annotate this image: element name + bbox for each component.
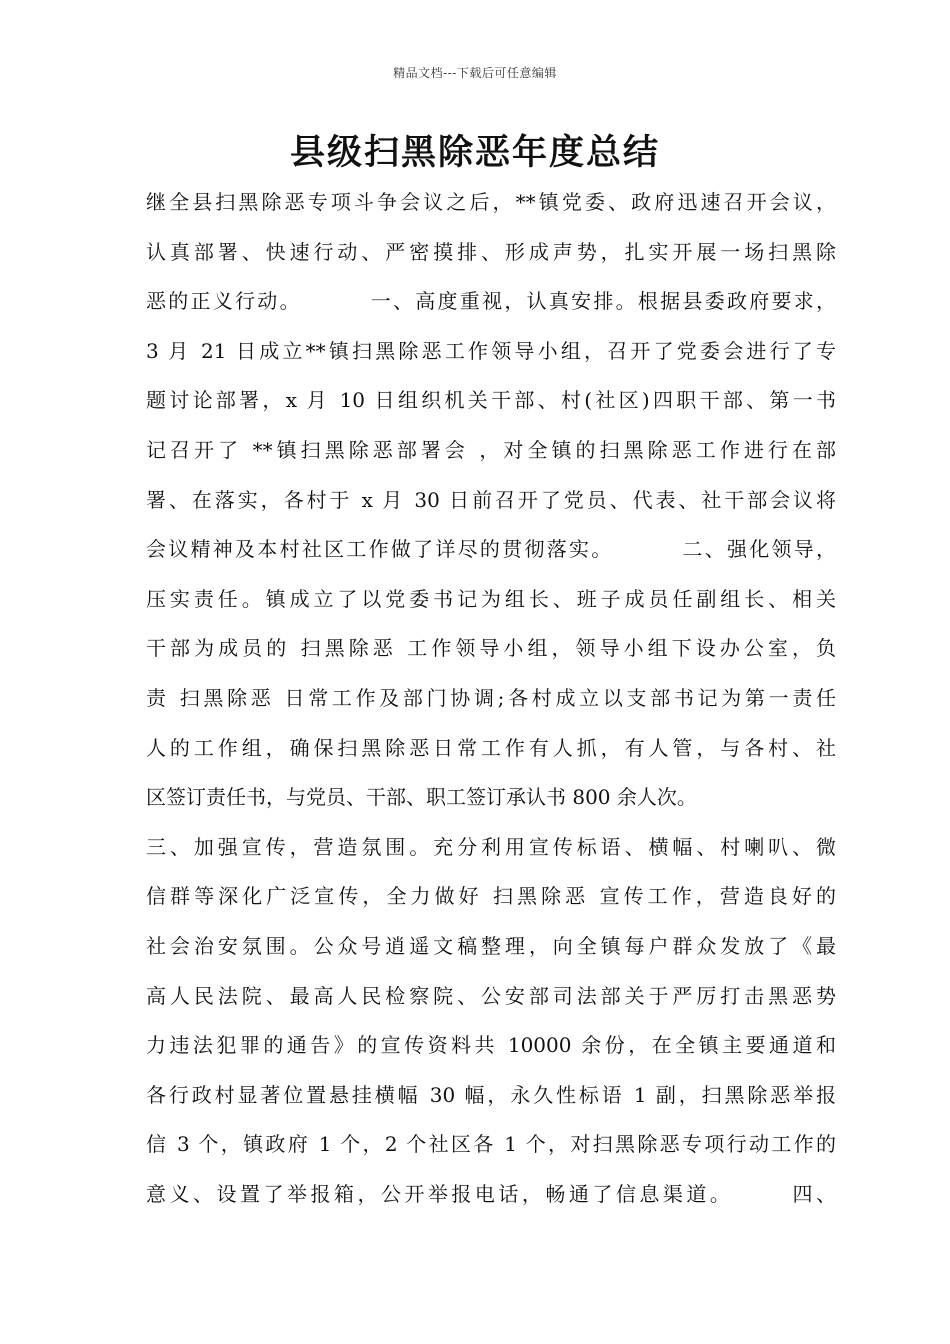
text-line: 力违法犯罪的通告》的宣传资料共 10000 余份，在全镇主要通道和 xyxy=(146,1033,836,1058)
text-line: 会议精神及本村社区工作做了详尽的贯彻落实。 二、强化领导， xyxy=(146,537,836,562)
text-line: 区签订责任书，与党员、干部、职工签订承认书 800 余人次。 xyxy=(146,785,697,810)
text-line: 人的工作组，确保扫黑除恶日常工作有人抓，有人管，与各村、社 xyxy=(146,735,836,760)
text-line: 题讨论部署，x 月 10 日组织机关干部、村(社区)四职干部、第一书 xyxy=(146,388,836,413)
text-line: 压实责任。镇成立了以党委书记为组长、班子成员任副组长、相关 xyxy=(146,586,836,611)
text-line: 各行政村显著位置悬挂横幅 30 幅，永久性标语 1 副，扫黑除恶举报 xyxy=(146,1082,836,1107)
text-line: 高人民法院、最高人民检察院、公安部司法部关于严厉打击黑恶势 xyxy=(146,983,836,1008)
text-line: 继全县扫黑除恶专项斗争会议之后，**镇党委、政府迅速召开会议， xyxy=(146,190,836,214)
text-line: 信群等深化广泛宣传，全力做好 扫黑除恶 宣传工作，营造良好的 xyxy=(146,884,836,909)
text-line: 记召开了 **镇扫黑除恶部署会 ，对全镇的扫黑除恶工作进行在部 xyxy=(146,437,836,462)
text-line: 恶的正义行动。 一、高度重视，认真安排。根据县委政府要求， xyxy=(146,289,836,314)
text-line: 意义、设置了举报箱，公开举报电话，畅通了信息渠道。 四、 xyxy=(146,1181,836,1206)
text-line: 认真部署、快速行动、严密摸排、形成声势，扎实开展一场扫黑除 xyxy=(146,239,836,264)
text-line: 3 月 21 日成立**镇扫黑除恶工作领导小组，召开了党委会进行了专 xyxy=(146,338,836,363)
header-note: 精品文档---下载后可任意编辑 xyxy=(393,66,557,80)
text-line: 署、在落实，各村于 x 月 30 日前召开了党员、代表、社干部会议将 xyxy=(146,487,836,512)
text-line: 社会治安氛围。公众号逍遥文稿整理，向全镇每户群众发放了《最 xyxy=(146,933,836,958)
body-paragraph xyxy=(146,178,836,1219)
text-line: 三、加强宣传，营造氛围。充分利用宣传标语、横幅、村喇叭、微 xyxy=(146,834,836,859)
document-title: 县级扫黑除恶年度总结 xyxy=(289,133,660,173)
text-line: 责 扫黑除恶 日常工作及部门协调;各村成立以支部书记为第一责任 xyxy=(146,685,836,710)
text-line: 干部为成员的 扫黑除恶 工作领导小组，领导小组下设办公室，负 xyxy=(146,636,836,661)
text-line: 信 3 个，镇政府 1 个，2 个社区各 1 个，对扫黑除恶专项行动工作的 xyxy=(146,1132,836,1157)
